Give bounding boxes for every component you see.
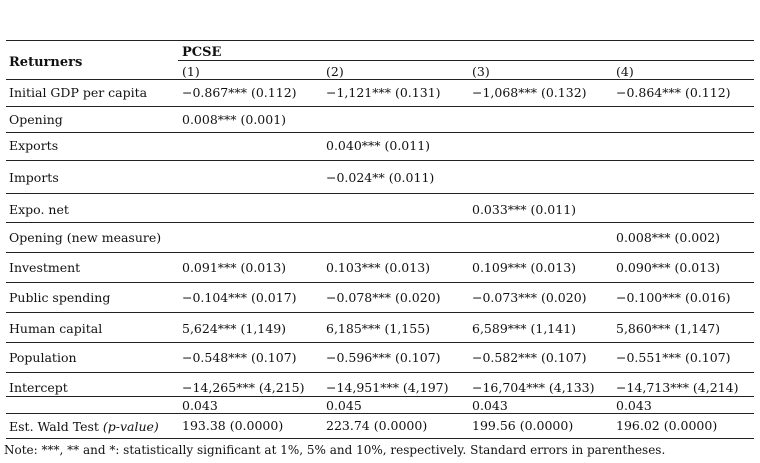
table-cell: 0.008*** (0.002) xyxy=(616,230,721,245)
row-label: Opening (new measure) xyxy=(9,230,162,245)
row-label: Exports xyxy=(9,138,59,153)
row-label: Imports xyxy=(9,170,59,185)
row-label: Intercept xyxy=(9,380,68,395)
table-cell: 5,860*** (1,147) xyxy=(616,321,721,336)
wald-value: 196.02 (0.0000) xyxy=(616,418,718,433)
table-cell: 0.090*** (0.013) xyxy=(616,260,721,275)
column-header: (4) xyxy=(616,64,634,79)
table-cell: 0.109*** (0.013) xyxy=(472,260,577,275)
table-cell: −0.024** (0.011) xyxy=(326,170,435,185)
wald-label: Est. Wald Test (p-value) xyxy=(9,419,159,434)
column-header: (1) xyxy=(182,64,200,79)
row-rule xyxy=(6,372,754,373)
wald-value: 223.74 (0.0000) xyxy=(326,418,428,433)
table-cell: −14,713*** (4,214) xyxy=(616,380,739,395)
row-rule xyxy=(6,312,754,313)
row-rule xyxy=(6,282,754,283)
table-note: Note: ***, ** and *: statistically significant at 1%, 5% and 10%, respectively. Standard errors in parentheses. xyxy=(4,443,666,457)
row-label: Human capital xyxy=(9,321,103,336)
row-rule xyxy=(6,193,754,194)
table-cell: −14,951*** (4,197) xyxy=(326,380,449,395)
wald-value: 199.56 (0.0000) xyxy=(472,418,574,433)
row-label: Population xyxy=(9,350,77,365)
row-label: Investment xyxy=(9,260,81,275)
row-label: Opening xyxy=(9,112,63,127)
row-label: Expo. net xyxy=(9,202,69,217)
column-header: (2) xyxy=(326,64,344,79)
table-cell: −0.104*** (0.017) xyxy=(182,290,297,305)
table-cell: −0.078*** (0.020) xyxy=(326,290,441,305)
row-label: Public spending xyxy=(9,290,111,305)
table-cell: −0.100*** (0.016) xyxy=(616,290,731,305)
table-cell: 0.103*** (0.013) xyxy=(326,260,431,275)
group-rule xyxy=(178,60,754,61)
wald-rule xyxy=(6,413,754,414)
table-cell: −0.867*** (0.112) xyxy=(182,85,297,100)
table-cell: −14,265*** (4,215) xyxy=(182,380,305,395)
table-cell: −1,121*** (0.131) xyxy=(326,85,441,100)
table-cell: 5,624*** (1,149) xyxy=(182,321,287,336)
table-cell: 6,185*** (1,155) xyxy=(326,321,431,336)
table-cell: −1,068*** (0.132) xyxy=(472,85,587,100)
table-cell: 0.008*** (0.001) xyxy=(182,112,287,127)
table-title: Returners xyxy=(9,55,83,70)
table-cell: −0.596*** (0.107) xyxy=(326,350,441,365)
row-label: Initial GDP per capita xyxy=(9,85,148,100)
column-header: (3) xyxy=(472,64,490,79)
table-cell: 0.043 xyxy=(182,398,218,413)
top-rule xyxy=(6,40,754,41)
table-cell: −16,704*** (4,133) xyxy=(472,380,595,395)
table-cell: 6,589*** (1,141) xyxy=(472,321,577,336)
bottom-rule xyxy=(6,438,754,439)
wald-value: 193.38 (0.0000) xyxy=(182,418,284,433)
table-cell: 0.043 xyxy=(472,398,508,413)
table-cell: 0.043 xyxy=(616,398,652,413)
row-rule xyxy=(6,106,754,107)
table-cell: 0.091*** (0.013) xyxy=(182,260,287,275)
row-rule xyxy=(6,79,754,80)
table-cell: −0.864*** (0.112) xyxy=(616,85,731,100)
row-rule xyxy=(6,396,754,397)
row-rule xyxy=(6,252,754,253)
row-rule xyxy=(6,222,754,223)
row-rule xyxy=(6,342,754,343)
table-cell: −0.073*** (0.020) xyxy=(472,290,587,305)
table-cell: 0.040*** (0.011) xyxy=(326,138,431,153)
table-cell: −0.551*** (0.107) xyxy=(616,350,731,365)
table-cell: −0.548*** (0.107) xyxy=(182,350,297,365)
table-cell: −0.582*** (0.107) xyxy=(472,350,587,365)
row-rule xyxy=(6,132,754,133)
column-group-label: PCSE xyxy=(182,45,222,60)
table-cell: 0.045 xyxy=(326,398,362,413)
table-cell: 0.033*** (0.011) xyxy=(472,202,577,217)
row-rule xyxy=(6,160,754,161)
